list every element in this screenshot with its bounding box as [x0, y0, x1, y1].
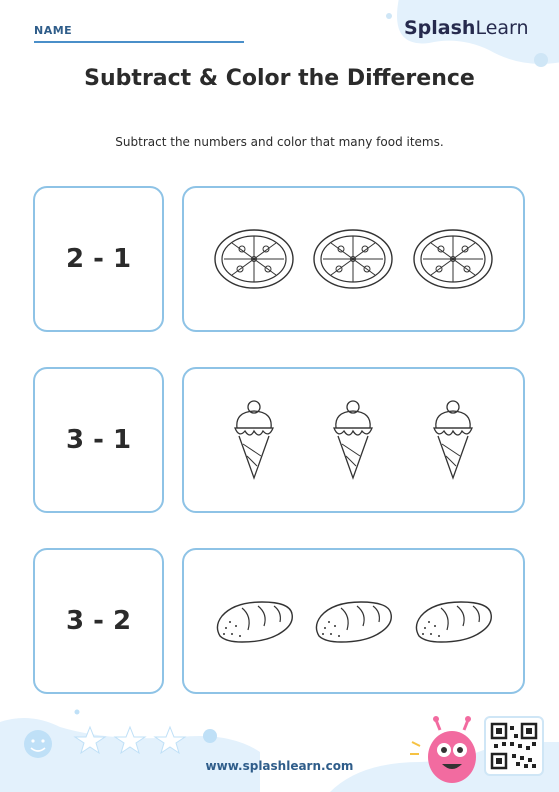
equation-box: 2 - 1	[33, 186, 164, 332]
name-underline	[34, 41, 244, 43]
items-box	[182, 548, 525, 694]
ice-cream-icon[interactable]	[231, 398, 277, 482]
problem-row-2	[33, 367, 525, 517]
logo-bold-text: Splash	[404, 17, 476, 39]
pizza-icon[interactable]	[411, 227, 495, 291]
ice-cream-icon[interactable]	[330, 398, 376, 482]
pizza-icon[interactable]	[311, 227, 395, 291]
name-label: NAME	[34, 24, 73, 37]
footer-url[interactable]: www.splashlearn.com	[205, 759, 354, 773]
page-title: Subtract & Color the Difference	[84, 66, 475, 91]
equation-box: 3 - 1	[33, 367, 164, 513]
name-field	[34, 24, 244, 43]
footer-decoration	[0, 702, 559, 792]
pizza-icon[interactable]	[212, 227, 296, 291]
items-box	[182, 186, 525, 332]
instructions: Subtract the numbers and color that many food items.	[115, 135, 444, 149]
bread-icon[interactable]	[411, 596, 495, 646]
ice-cream-icon[interactable]	[430, 398, 476, 482]
items-box	[182, 367, 525, 513]
problem-row-1	[33, 186, 525, 336]
brand-logo	[404, 17, 529, 39]
problem-row-3	[33, 548, 525, 698]
smiley-icon	[24, 730, 52, 758]
equation-box: 3 - 2	[33, 548, 164, 694]
bread-icon[interactable]	[212, 596, 296, 646]
logo-light-text: Learn	[475, 17, 529, 39]
bread-icon[interactable]	[311, 596, 395, 646]
qr-code-icon	[484, 716, 544, 776]
